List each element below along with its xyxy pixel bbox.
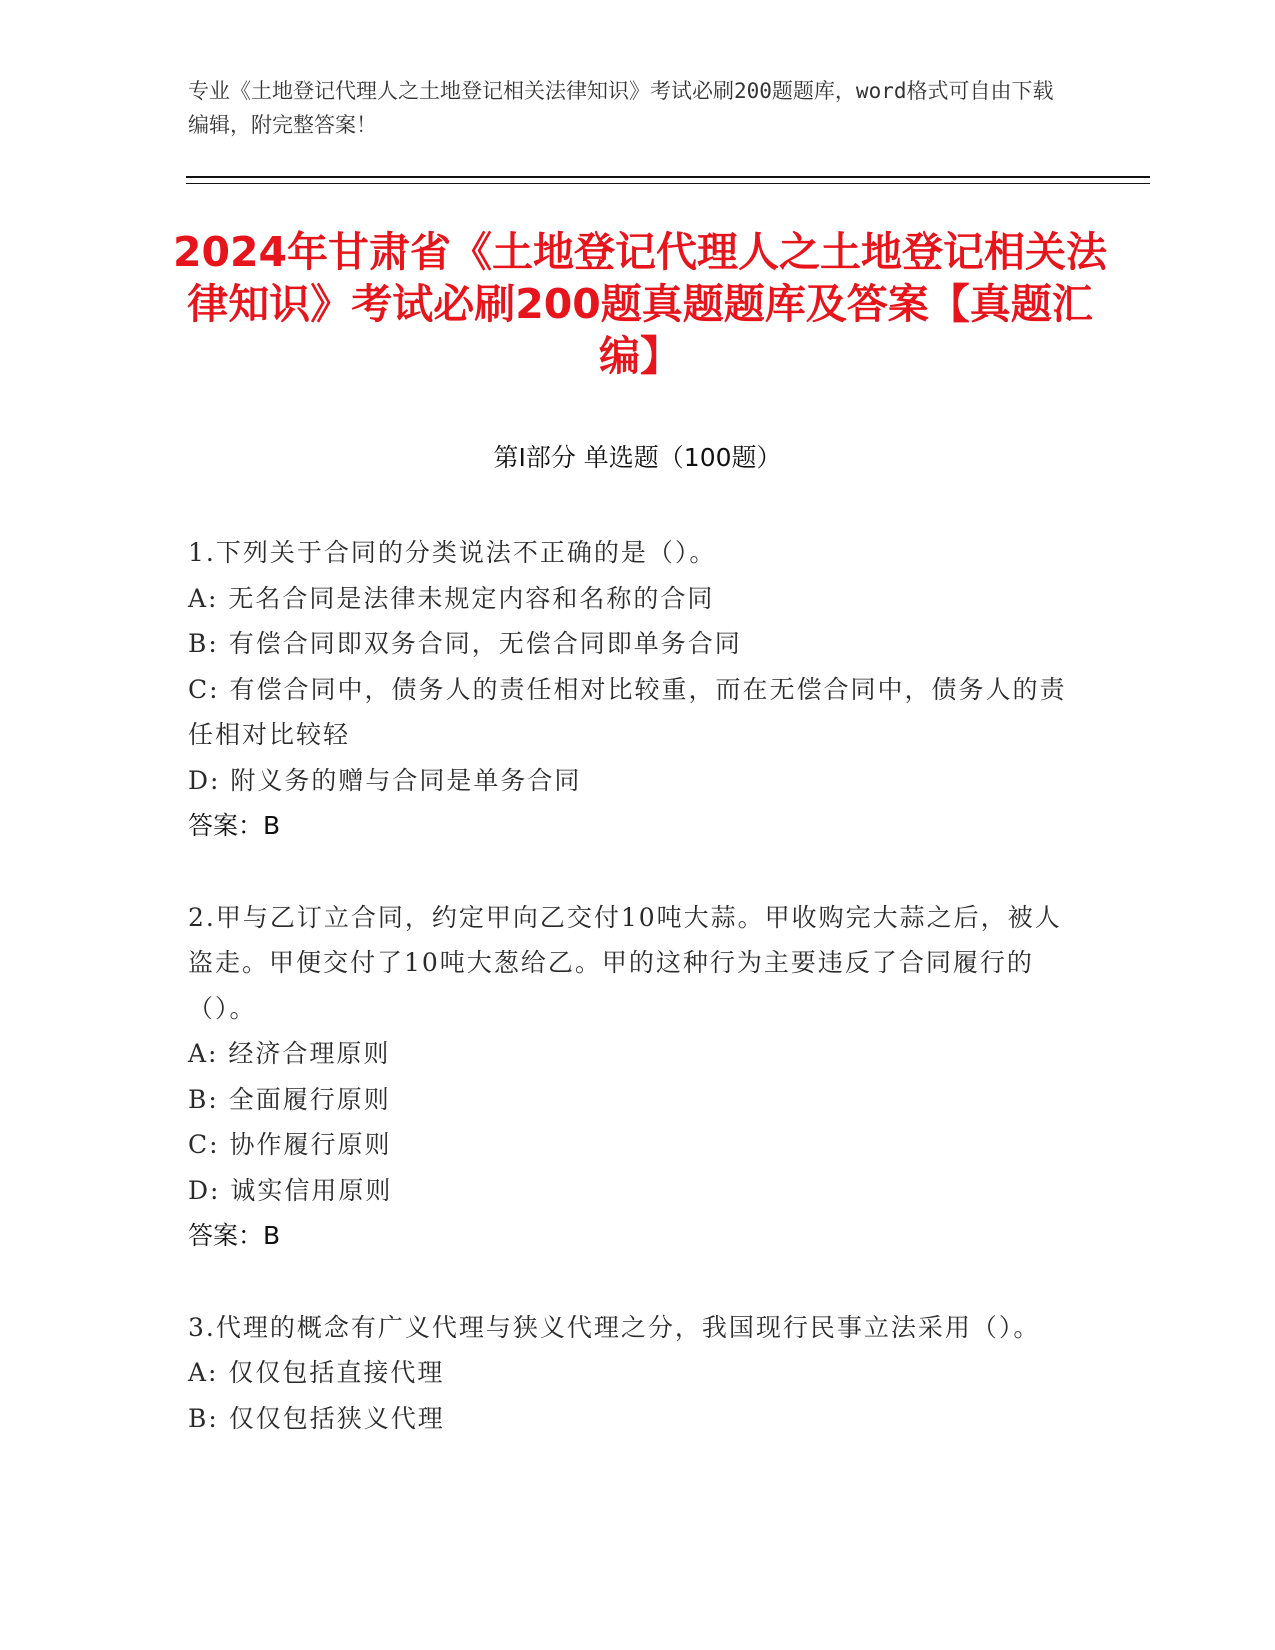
- option-c: C: 有偿合同中，债务人的责任相对比较重，而在无偿合同中，债务人的责任相对比较轻: [188, 674, 1067, 749]
- document-title: 2024年甘肃省《土地登记代理人之土地登记相关法律知识》考试必刷200题真题题库及答案【真题汇编】: [172, 228, 1108, 380]
- option-a: A: 仅仅包括直接代理: [188, 1358, 445, 1387]
- option-d: D: 附义务的赠与合同是单务合同: [188, 765, 582, 795]
- option-a: A: 经济合理原则: [188, 1039, 391, 1068]
- header-note: 专业《土地登记代理人之土地登记相关法律知识》考试必刷200题题库，word格式可自由下载编辑，附完整答案！: [188, 79, 1054, 137]
- question-stem: 2.甲与乙订立合同，约定甲向乙交付10吨大蒜。甲收购完大蒜之后，被人盗走。甲便交付了10吨大葱给乙。甲的这种行为主要违反了合同履行的（）。: [188, 902, 1062, 1023]
- option-a: A: 无名合同是法律未规定内容和名称的合同: [188, 583, 715, 613]
- option-b: B: 仅仅包括狭义代理: [188, 1403, 445, 1433]
- question-stem: 1.下列关于合同的分类说法不正确的是（）。: [188, 538, 717, 567]
- question-list: [188, 530, 1068, 1487]
- question-2: [188, 895, 1068, 1259]
- option-b: B: 有偿合同即双务合同，无偿合同即单务合同: [188, 629, 742, 658]
- header-divider-thin: [186, 183, 1150, 184]
- header-divider-thick: [186, 176, 1150, 178]
- option-c: C: 协作履行原则: [188, 1130, 392, 1159]
- question-1: [188, 530, 1068, 849]
- question-3: [188, 1305, 1068, 1442]
- section-heading: 第Ⅰ部分 单选题（100题）: [493, 443, 782, 472]
- answer-line: 答案：B: [188, 811, 281, 840]
- question-stem: 3.代理的概念有广义代理与狭义代理之分，我国现行民事立法采用（）。: [188, 1312, 1041, 1342]
- option-d: D: 诚实信用原则: [188, 1175, 393, 1205]
- option-b: B: 全面履行原则: [188, 1084, 391, 1114]
- answer-line: 答案：B: [188, 1221, 281, 1250]
